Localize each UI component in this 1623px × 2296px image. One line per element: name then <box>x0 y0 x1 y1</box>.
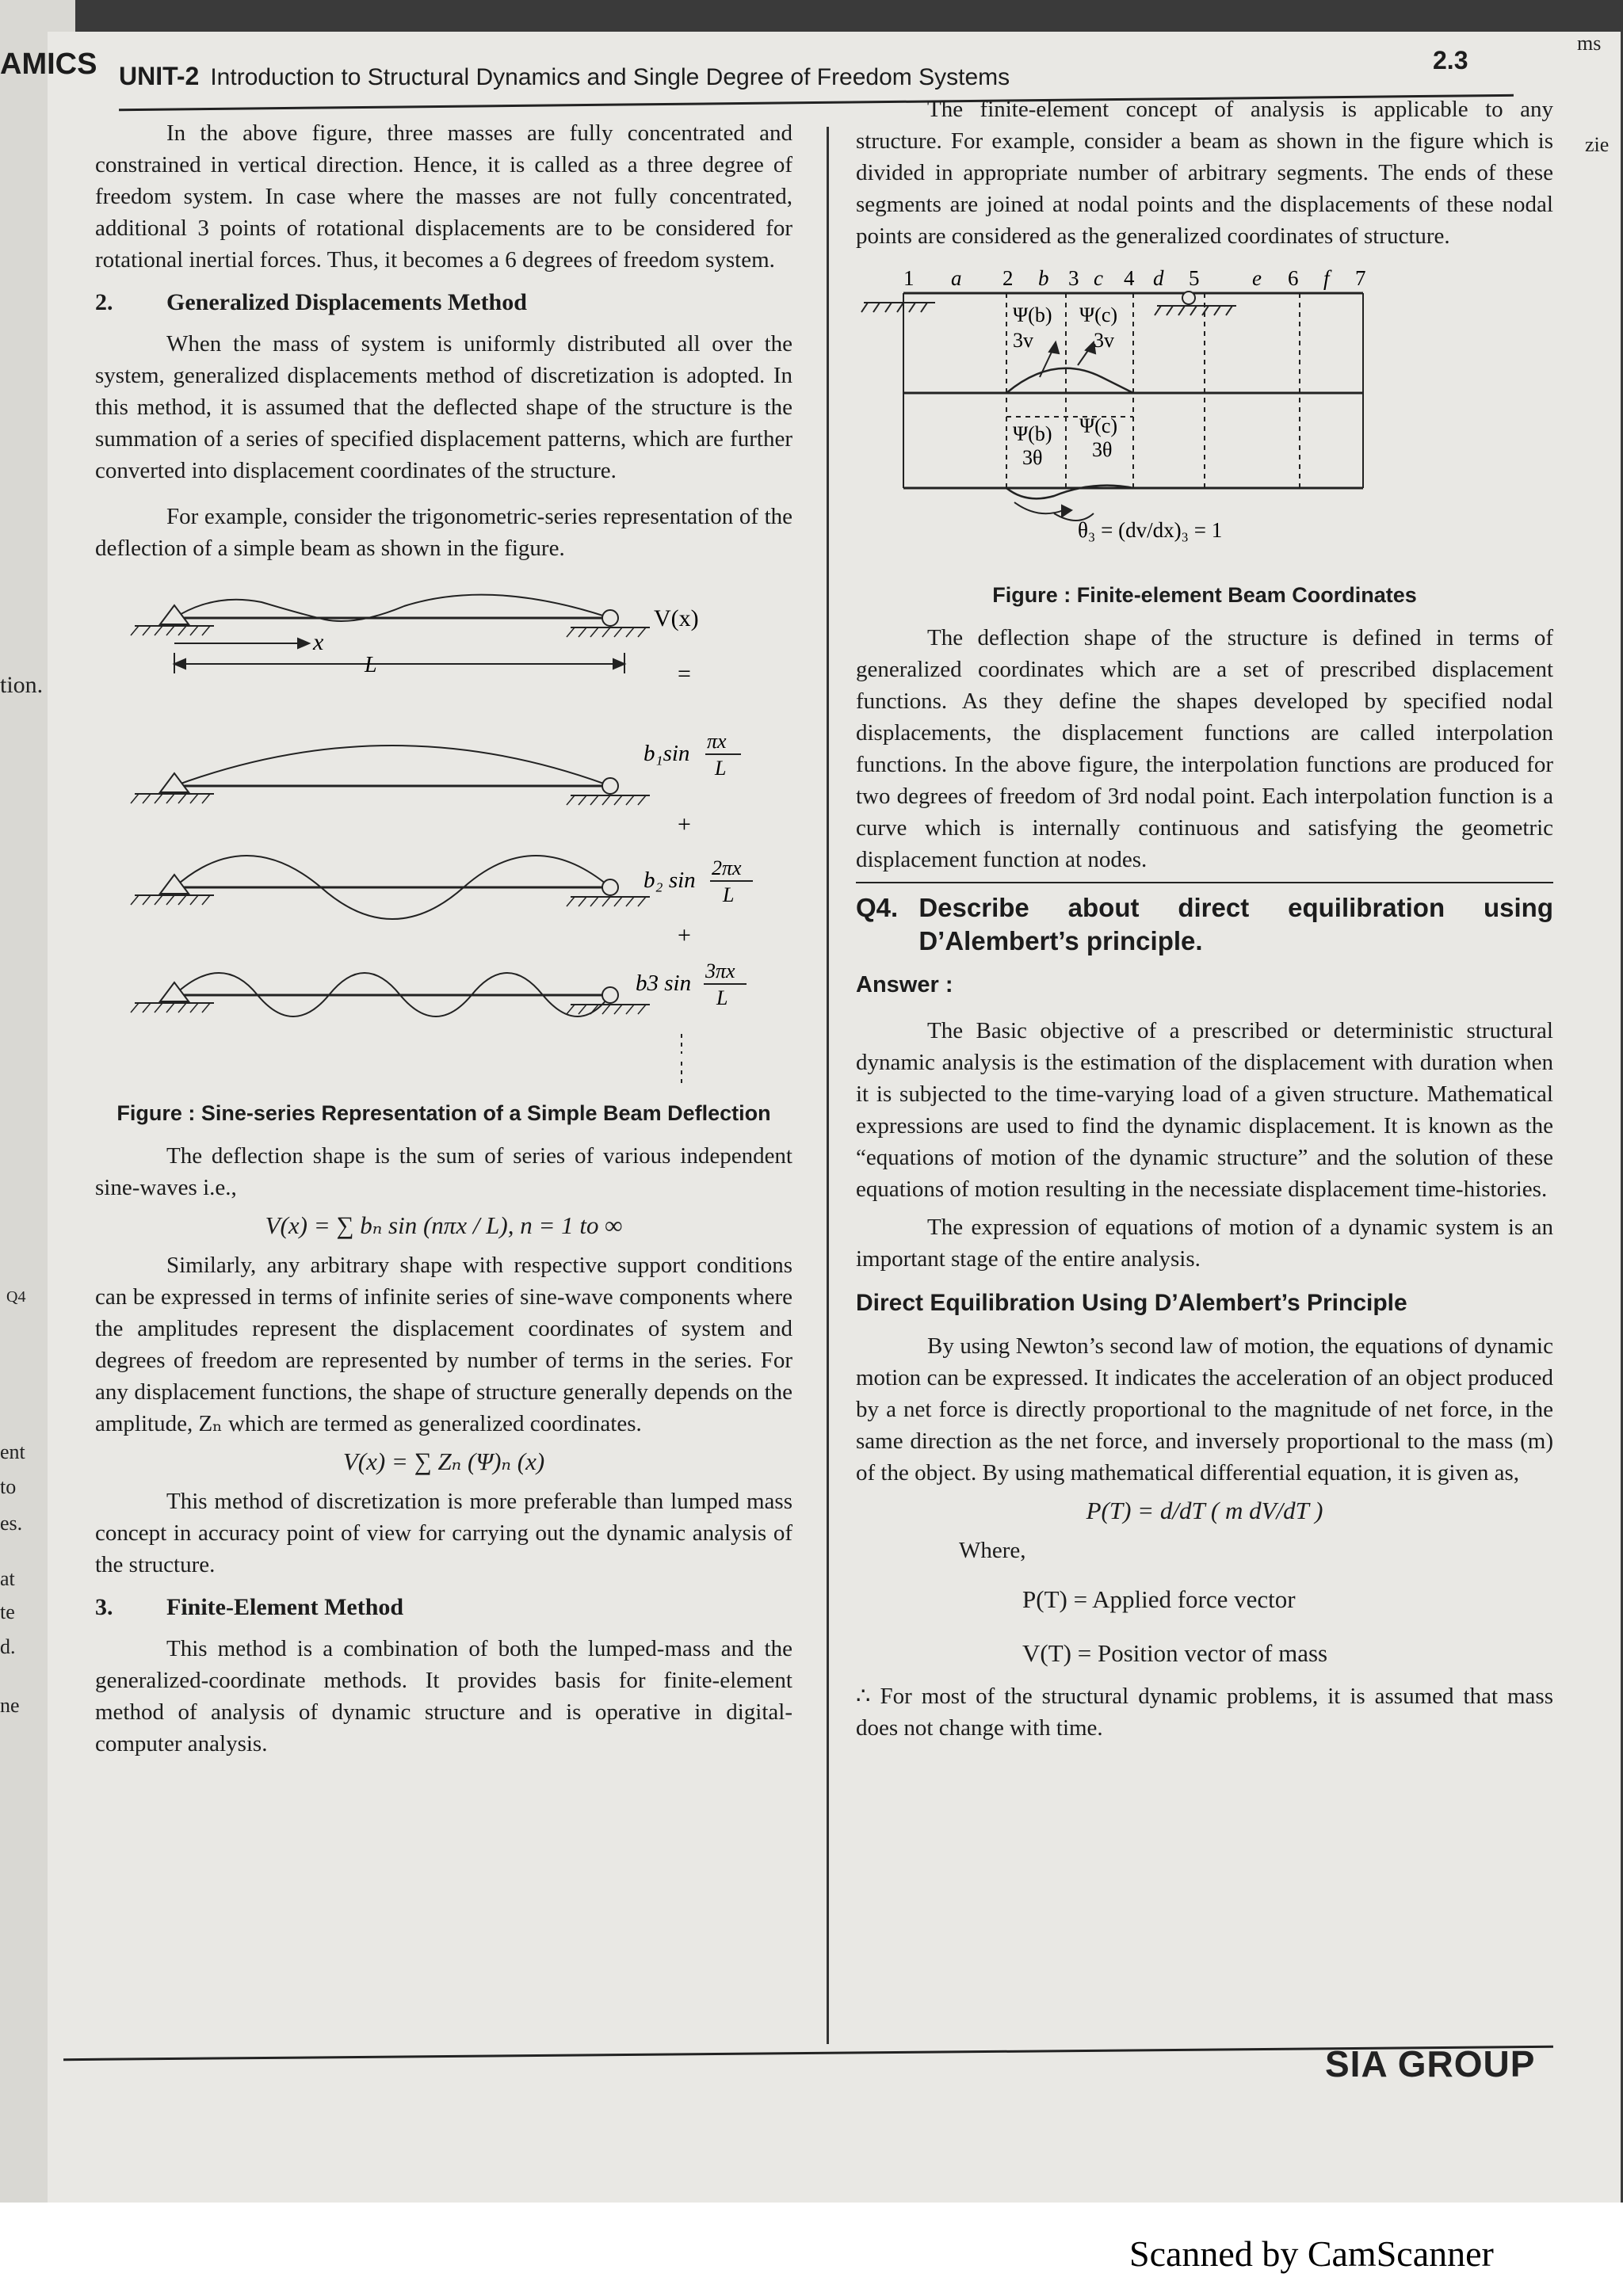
margin-fragment: Q4 <box>6 1288 26 1306</box>
margin-fragment: ne <box>0 1694 20 1717</box>
definition: V(T) = Position vector of mass <box>1022 1639 1328 1667</box>
page-number: 2.3 <box>1433 46 1468 74</box>
section-title: Finite-Element Method <box>166 1594 404 1620</box>
term-3: b3 sin <box>636 971 692 996</box>
node-label: f <box>1323 266 1330 290</box>
answer-label: Answer : <box>856 972 953 997</box>
paragraph: The finite-element concept of analysis is applicable to any structure. For example, consider a beam as shown in the figure which is divided in appropriate number of arbitrary segments. The ends of these segments are joined at nodal points and the displacements of these nodal points are considered as the generalized coordinates of structure. <box>856 97 1553 249</box>
paragraph: The Basic objective of a prescribed or deterministic structural dynamic analysis is the estimation of the displacement with duration when it is subjected to the time-varying load of a given structure. Mathematical expressions are used to find the dynamic displacement. It is known as the “equations of motion of the dynamic structure” and the solution of these equations of motion resulting in the necessiate displacement time-histories. <box>856 1018 1553 1202</box>
question-rule <box>856 882 1553 883</box>
x-label: x <box>313 629 324 655</box>
node-label: 2 <box>1002 266 1014 290</box>
paragraph: The deflection shape is the sum of series of various independent sine-waves i.e., <box>95 1143 792 1200</box>
equation: V(x) = ∑ bₙ sin (nπx / L), n = 1 to ∞ <box>265 1211 623 1239</box>
section-number: 2. <box>95 289 113 315</box>
node-label: 6 <box>1288 266 1299 290</box>
vx-label: V(x) <box>654 605 699 631</box>
margin-fragment: at <box>0 1567 15 1590</box>
paragraph: By using Newton’s second law of motion, the equations of dynamic motion can be expressed. It indicates the acceleration of an object produced by a net force is directly proportional to the magnitude of net force, in the same direction as the net force, and inversely proportional to the mass (m) of the object. By using mathematical differential equation, it is given as, <box>856 1333 1553 1486</box>
paragraph: In the above figure, three masses are fully concentrated and constrained in vertical direction. Hence, it is called as a three degree of freedom system. In case where the masses are not fully concentrated, additional 3 points of rotational displacements are to be considered for rotational inertial forces. Thus, it becomes a 6 degrees of freedom system. <box>95 120 792 273</box>
paragraph: For example, consider the trigonometric-series representation of the deflection of a simple beam as shown in the figure. <box>95 504 792 561</box>
psi-c-label: Ψ(c) <box>1079 303 1118 326</box>
node-label: c <box>1094 266 1103 290</box>
span-label: L <box>365 653 377 677</box>
unit-title: Introduction to Structural Dynamics and Single Degree of Freedom Systems <box>210 64 1010 90</box>
node-label: 4 <box>1124 266 1135 290</box>
paragraph: Similarly, any arbitrary shape with respective support conditions can be expressed in terms of infinite series of sine-wave components where the amplitudes represent the displacement coordinates of system and degrees of freedom are represented by number of terms in the series. For any displacement functions, the shape of structure generally depends on the amplitude, Zₙ which are termed as generalized coordinates. <box>95 1253 792 1436</box>
psi-b-label: Ψ(b) <box>1013 422 1052 445</box>
margin-fragment: ms <box>1577 32 1602 55</box>
paragraph: This method of discretization is more preferable than lumped mass concept in accuracy point of view for carrying out the dynamic analysis of the structure. <box>95 1489 792 1577</box>
margin-fragment: es. <box>0 1512 23 1535</box>
v3-label: 3v <box>1013 329 1033 352</box>
node-label: b <box>1038 266 1049 290</box>
subheading: Direct Equilibration Using D’Alembert’s Principle <box>856 1290 1407 1316</box>
section-number: 3. <box>95 1594 113 1620</box>
left-column <box>95 117 792 1766</box>
psi-c-label: Ψ(c) <box>1079 414 1118 437</box>
margin-fragment: d. <box>0 1635 16 1658</box>
v3-label: 3v <box>1094 329 1114 352</box>
term-1-num: πx <box>707 730 727 753</box>
header-left-fragment: AMICS <box>0 48 97 81</box>
plus-sign: + <box>678 922 691 948</box>
figure-caption: Figure : Finite-element Beam Coordinates <box>992 583 1417 607</box>
sine-series-diagram <box>95 570 792 1089</box>
margin-fragment: te <box>0 1600 15 1623</box>
paragraph: ∴ For most of the structural dynamic problems, it is assumed that mass does not change with time. <box>856 1684 1553 1741</box>
theta3-label: 3θ <box>1022 446 1043 469</box>
term-3-num: 3πx <box>705 959 735 982</box>
margin-fragment: ent <box>0 1440 25 1463</box>
unit-label: UNIT-2 <box>119 62 200 90</box>
node-label: 7 <box>1355 266 1366 290</box>
scanner-watermark: Scanned by CamScanner <box>1129 2233 1494 2274</box>
finite-element-diagram <box>856 258 1553 571</box>
definitions <box>1022 1573 1553 1680</box>
section-title: Generalized Displacements Method <box>166 289 527 315</box>
right-column <box>856 93 1553 1750</box>
equation: P(T) = d/dT ( m dV/dT ) <box>1086 1497 1323 1524</box>
publisher-logo: SIA GROUP <box>1325 2043 1536 2084</box>
margin-fragment: zie <box>1585 133 1610 156</box>
column-divider <box>827 127 829 2044</box>
psi-b-label: Ψ(b) <box>1013 303 1052 326</box>
where-label: Where, <box>959 1538 1026 1563</box>
paragraph: The expression of equations of motion of a dynamic system is an important stage of the entire analysis. <box>856 1215 1553 1272</box>
sine-series-figure <box>95 570 792 1089</box>
term-3-den: L <box>716 986 728 1009</box>
paragraph: The deflection shape of the structure is defined in terms of generalized coordinates which are a set of prescribed displacement functions. As they define the shapes developed by specified nodal displacements, the displacement functions are called interpolation functions. In the above figure, the interpolation functions are produced for two degrees of freedom of 3rd nodal point. Each interpolation function is a curve which is internally continuous and satisfying the geometric displacement function at nodes. <box>856 625 1553 872</box>
term-1: b₁sin <box>643 741 690 766</box>
margin-fragment: to <box>0 1475 17 1498</box>
definition: P(T) = Applied force vector <box>1022 1585 1296 1613</box>
node-label: a <box>951 266 962 290</box>
plus-sign: + <box>678 811 691 837</box>
equals-sign: = <box>678 661 691 687</box>
node-label: 1 <box>903 266 915 290</box>
figure-caption: Figure : Sine-series Representation of a Simple Beam Deflection <box>116 1101 771 1125</box>
finite-element-figure <box>856 258 1553 571</box>
node-label: 5 <box>1189 266 1200 290</box>
question-number: Q4. <box>856 893 899 922</box>
question-heading <box>856 891 1553 958</box>
node-label: e <box>1252 266 1262 290</box>
paragraph: This method is a combination of both the lumped-mass and the generalized-coordinate methods. It provides basis for finite-element method of analysis of dynamic structure and is operative in digital-computer analysis. <box>95 1636 792 1756</box>
running-header <box>119 62 1010 91</box>
term-1-den: L <box>715 757 727 780</box>
term-2-num: 2πx <box>712 856 742 879</box>
node-label: 3 <box>1068 266 1079 290</box>
question-text: Describe about direct equilibration using D’Alembert’s principle. <box>918 893 1553 955</box>
term-2-den: L <box>723 883 735 906</box>
margin-fragment: tion. <box>0 672 44 698</box>
section-heading <box>95 287 792 318</box>
equation: V(x) = ∑ Zₙ (Ψ)ₙ (x) <box>342 1447 545 1475</box>
section-heading <box>95 1592 792 1623</box>
node-label: d <box>1153 266 1164 290</box>
term-2: b₂ sin <box>643 868 696 893</box>
theta3-label: 3θ <box>1092 438 1113 461</box>
theta3-equation: θ₃ = (dv/dx)₃ = 1 <box>1078 518 1223 542</box>
paragraph: When the mass of system is uniformly distributed all over the system, generalized displacements method of discretization is adopted. In this method, it is assumed that the deflected shape of the structure is the summation of a series of specified displacement patterns, which are further converted into displacement coordinates of the structure. <box>95 331 792 483</box>
